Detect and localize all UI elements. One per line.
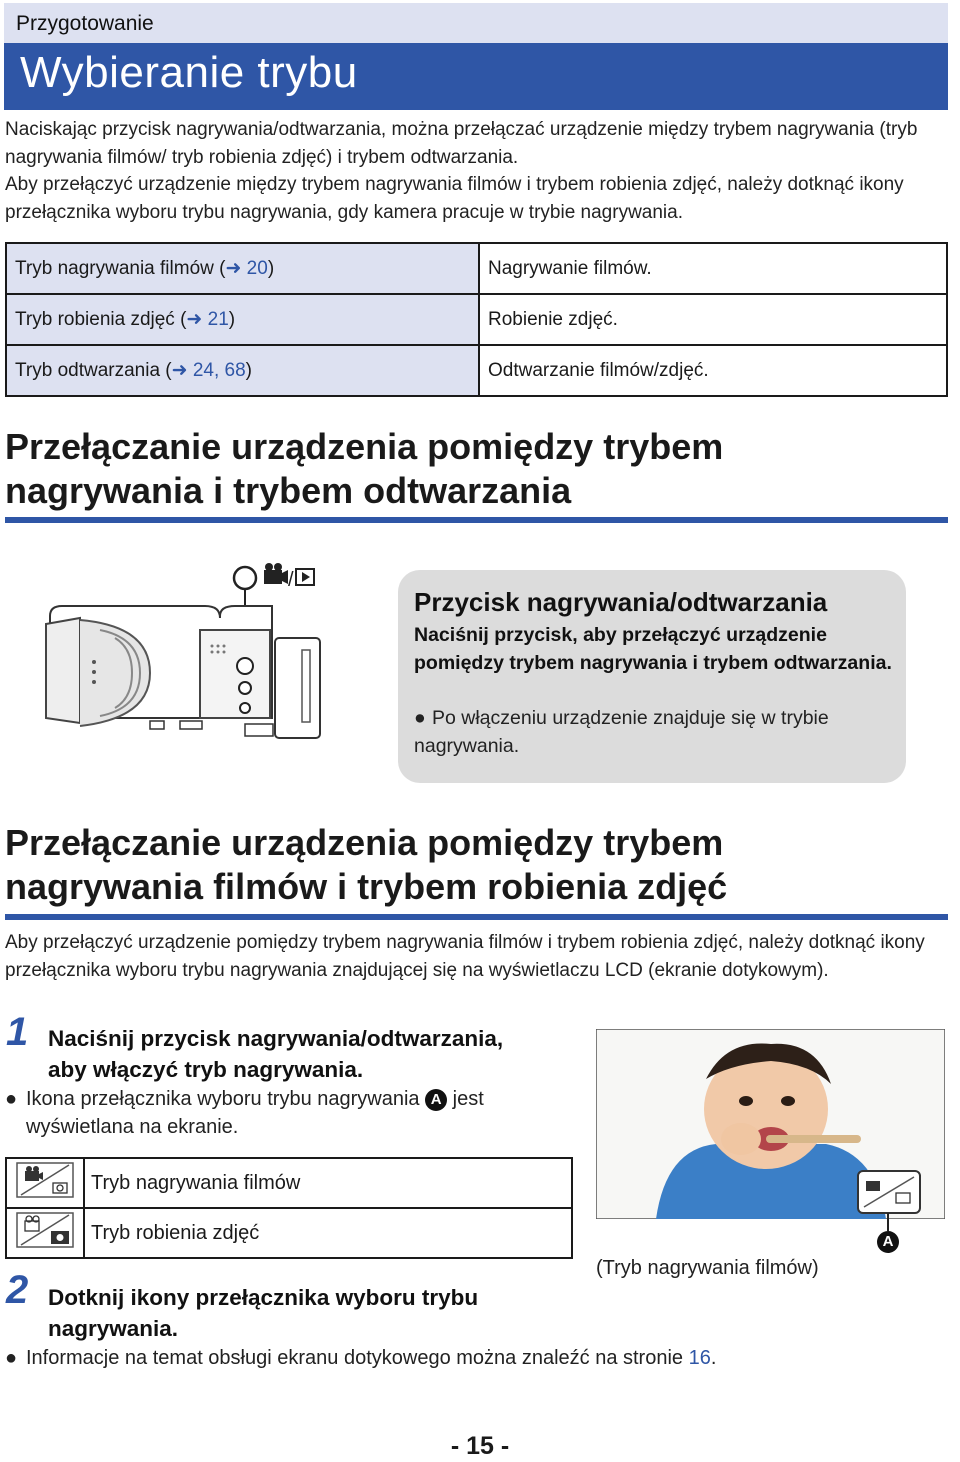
intro-paragraph-2: Aby przełączyć urządzenie między trybem nagrywania filmów i trybem robienia zdjęć, należy dotknąć ikony przełącznika wyboru trybu nagrywania, gdy kamera pracuje w trybie nagrywania. (5, 174, 904, 223)
description-cell: Robienie zdjęć. (479, 294, 947, 345)
movie-camera-icon (264, 563, 288, 584)
table-row (6, 345, 947, 396)
intro-paragraph-1: Naciskając przycisk nagrywania/odtwarzania, można przełączać urządzenie między trybem nagrywania (tryb nagrywania filmów/ tryb robienia zdjęć) i trybem odtwarzania. (5, 119, 918, 168)
page-number: - 15 - (450, 1432, 510, 1460)
mode-switch-screen-icon (858, 1171, 920, 1213)
section-rule (5, 517, 948, 523)
section-rule (5, 914, 948, 920)
spoon (766, 1135, 861, 1143)
breadcrumb: Przygotowanie (16, 12, 154, 35)
photo-mode-switch-icon (7, 1209, 81, 1251)
camcorder-illustration (40, 558, 340, 748)
page-title: Wybieranie trybu (20, 48, 358, 97)
icon-cell (6, 1208, 84, 1258)
mode-icons-table (5, 1157, 573, 1259)
bullet-icon: ● (414, 707, 426, 729)
step-number: 2 (6, 1268, 29, 1312)
table-row (6, 1158, 572, 1208)
callout-text: Naciśnij przycisk, aby przełączyć urządzenie pomiędzy trybem nagrywania i trybem odtwarzania. (414, 624, 892, 674)
modes-table (5, 242, 948, 397)
arrow-icon: ➜ (186, 309, 203, 330)
step-number: 1 (6, 1010, 29, 1054)
bullet-icon: ● (5, 1088, 18, 1110)
callout-bullet: ● Po włączeniu urządzenie znajduje się w trybie nagrywania. (414, 707, 829, 757)
icon-cell (6, 1158, 84, 1208)
icon-label: Tryb robienia zdjęć (84, 1208, 572, 1258)
description-cell: Odtwarzanie filmów/zdjęć. (479, 345, 947, 396)
movie-mode-switch-icon (7, 1159, 81, 1201)
lcd-screen-photo (596, 1029, 945, 1219)
mode-cell: Tryb odtwarzania (➜ 24, 68) (6, 345, 479, 396)
page-ref-link[interactable]: 21 (207, 309, 229, 330)
callout-title: Przycisk nagrywania/odtwarzania (414, 587, 828, 617)
separator-slash: / (288, 569, 294, 591)
table-row (6, 243, 947, 294)
callout-line (887, 1219, 889, 1231)
section-heading-photo-mode: Przełączanie urządzenia pomiędzy trybem nagrywania filmów i trybem robienia zdjęć (5, 822, 728, 907)
description-cell: Nagrywanie filmów. (479, 243, 947, 294)
icon-label: Tryb nagrywania filmów (84, 1158, 572, 1208)
button-circle-icon (234, 567, 256, 589)
arrow-icon: ➜ (225, 258, 242, 279)
photo-caption: (Tryb nagrywania filmów) (596, 1257, 819, 1279)
section-heading-playback: Przełączanie urządzenia pomiędzy trybem nagrywania i trybem odtwarzania (5, 426, 724, 511)
mode-cell: Tryb robienia zdjęć (➜ 21) (6, 294, 479, 345)
table-row (6, 1208, 572, 1258)
arrow-icon: ➜ (171, 360, 188, 381)
bullet-icon: ● (5, 1347, 18, 1369)
table-row (6, 294, 947, 345)
page-ref-link[interactable]: 24, 68 (192, 360, 246, 381)
mode-cell: Tryb nagrywania filmów (➜ 20) (6, 243, 479, 294)
marker-a-icon: A (877, 1231, 899, 1253)
step2-text: Dotknij ikony przełącznika wyboru trybu nagrywania. (48, 1285, 479, 1341)
play-icon (296, 569, 314, 585)
step1-text: Naciśnij przycisk nagrywania/odtwarzania, aby włączyć tryb nagrywania. (48, 1026, 504, 1082)
page-ref-link[interactable]: 20 (246, 258, 268, 279)
final-bullet: ● Informacje na temat obsługi ekranu dotykowego można znaleźć na stronie 16. (5, 1344, 905, 1372)
intro-text (5, 116, 950, 226)
page-ref-link[interactable]: 16 (688, 1347, 711, 1369)
marker-a-icon: A (425, 1089, 447, 1111)
step1-bullet: ● Ikona przełącznika wyboru trybu nagrywania A jest wyświetlana na ekranie. (5, 1085, 575, 1141)
section2-intro: Aby przełączyć urządzenie pomiędzy trybem nagrywania filmów i trybem robienia zdjęć, należy dotknąć ikony przełącznika wyboru trybu nagrywania znajdującej się na wyświetlaczu LCD (ekranie dotykowym). (5, 932, 925, 981)
